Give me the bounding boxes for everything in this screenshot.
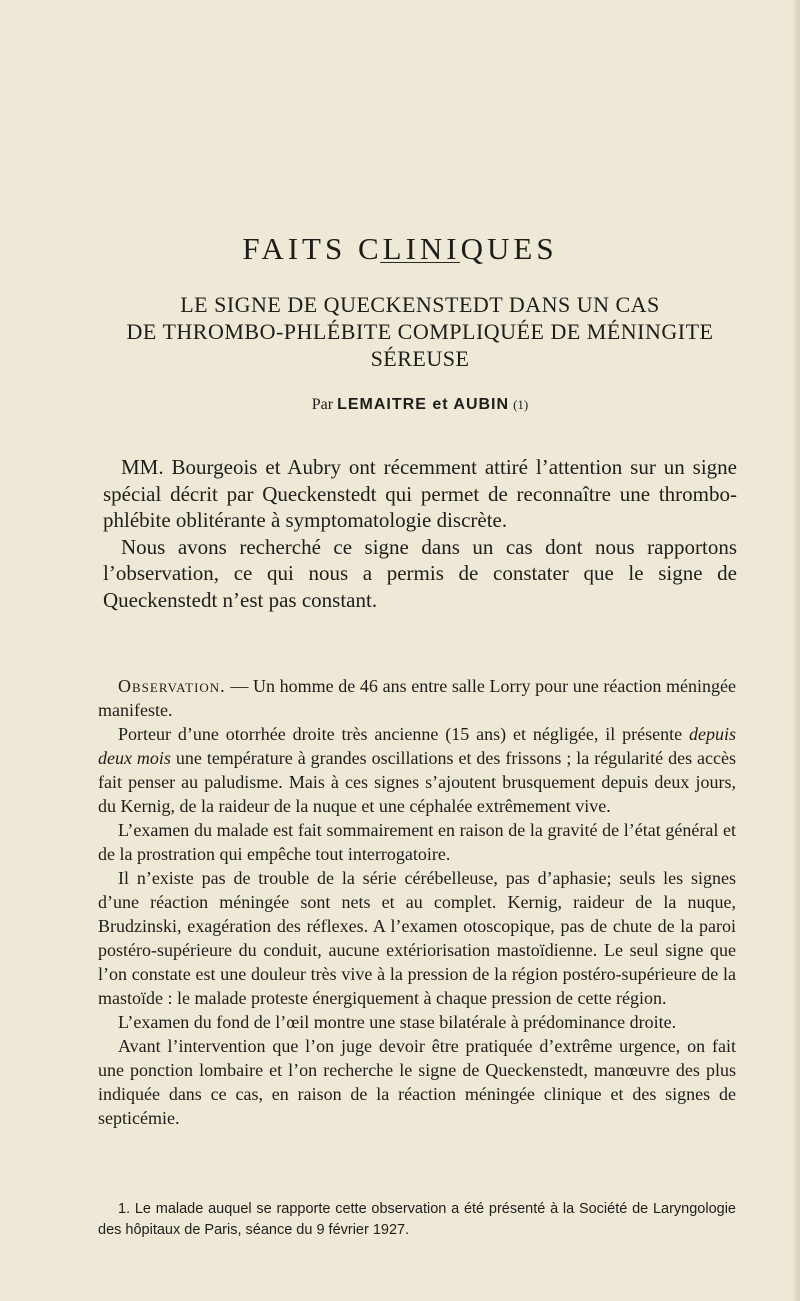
section-heading: FAITS CLINIQUES [242,230,558,266]
observation-label: Observation. [118,676,226,696]
article-title-line-2: DE THROMBO-PHLÉBITE COMPLIQUÉE DE MÉNINGITE [126,319,714,344]
byline-authors: LEMAITRE et AUBIN [337,396,510,413]
emphasis-text: depuis deux mois [98,724,736,768]
observation-paragraph [98,674,736,722]
footnote [98,1199,736,1241]
byline-prefix: Par [311,396,334,413]
intro-text [103,454,737,613]
observation-text [98,674,736,1130]
observation-paragraph-text: une température à grandes oscillations et des frissons ; la régularité des accès fait penser au paludisme. Mais à ces signes s’ajoutent brusquement depuis deux jours, du Kernig, de la raideur de la nuque et une céphalée extrêmement vive. [98,748,737,816]
intro-paragraph: Nous avons recherché ce signe dans un cas dont nous rapportons l’observation, ce qui nous a permis de constater que le signe de Queckenstedt n’est pas constant. [103,534,737,612]
observation-paragraph: L’examen du malade est fait sommairement en raison de la gravité de l’état général et de la prostration qui empêche tout interrogatoire. [98,820,736,864]
footnote-marker: (1) [513,397,529,412]
observation-paragraph [98,722,736,818]
observation-paragraph: Il n’existe pas de trouble de la série cérébelleuse, pas d’aphasie; seuls les signes d’une réaction méningée sont nets et au complet. Kernig, raideur de la nuque, Brudzinski, exagération des réflexes. A l’examen otoscopique, pas de chute de la paroi postéro-supérieure du conduit, aucune extériorisation mastoïdienne. Le seul signe que l’on constate est une douleur très vive à la pression de la région postéro-supérieure de la mastoïde : le malade proteste énergiquement à chaque pression de cette région. [98,868,736,1008]
observation-paragraph-text: Porteur d’une otorrhée droite très ancienne (15 ans) et négligée, il présente [118,724,689,744]
footnote-text: 1. Le malade auquel se rapporte cette observation a été présenté à la Société de Laryngologie des hôpitaux de Paris, séance du 9 février 1927. [98,1201,736,1238]
page-edge [794,0,800,1301]
observation-paragraph-text: — Un homme de 46 ans entre salle Lorry pour une réaction méningée manifeste. [98,676,736,720]
article-title-line-3: SÉREUSE [370,346,470,371]
article-title [60,291,780,372]
byline [0,396,800,414]
article-title-line-1: LE SIGNE DE QUECKENSTEDT DANS UN CAS [180,292,660,317]
intro-paragraph: MM. Bourgeois et Aubry ont récemment attiré l’attention sur un signe spécial décrit par Queckenstedt qui permet de reconnaître une thrombo-phlébite oblitérante à symptomatologie discrète. [103,455,737,532]
observation-paragraph: L’examen du fond de l’œil montre une stase bilatérale à prédominance droite. [118,1012,677,1032]
observation-paragraph: Avant l’intervention que l’on juge devoir être pratiquée d’extrême urgence, on fait une ponction lombaire et l’on recherche le signe de Queckenstedt, manœuvre des plus indiquée dans ce cas, en raison de la réaction méningée clinique et des signes de septicémie. [98,1036,736,1128]
title-divider [380,262,460,263]
